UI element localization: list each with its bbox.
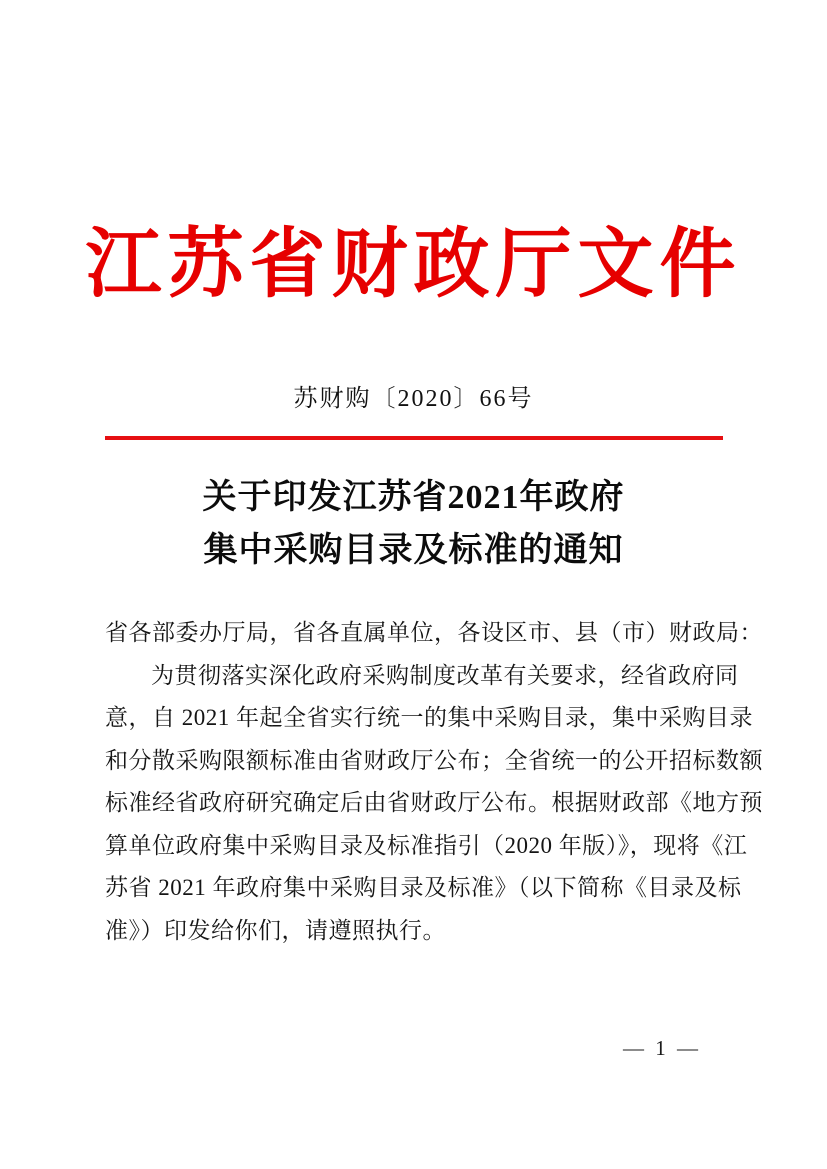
body-line: 为贯彻落实深化政府采购制度改革有关要求，经省政府同 <box>151 662 739 688</box>
document-body <box>105 612 763 952</box>
document-title-line-2: 集中采购目录及标准的通知 <box>203 532 624 569</box>
body-line-salutation: 省各部委办厅局，省各直属单位，各设区市、县（市）财政局： <box>105 620 763 645</box>
letterhead-rule <box>105 436 723 440</box>
body-line: 标准经省政府研究确定后由省财政厅公布。根据财政部《地方预 <box>105 790 763 815</box>
body-line: 意，自 2021 年起全省实行统一的集中采购目录，集中采购目录 <box>105 705 753 730</box>
document-number: 苏财购〔2020〕66号 <box>293 386 534 412</box>
document-title <box>0 471 827 577</box>
body-line-closing: 准》）印发给你们，请遵照执行。 <box>105 917 446 943</box>
page-number: — 1 — <box>623 1036 701 1060</box>
body-line: 苏省 2021 年政府集中采购目录及标准》（以下简称《目录及标 <box>105 875 742 900</box>
document-title-line-1: 关于印发江苏省2021年政府 <box>202 479 625 516</box>
body-line: 算单位政府集中采购目录及标准指引（2020 年版）》，现将《江 <box>105 832 748 858</box>
body-line: 和分散采购限额标准由省财政厅公布；全省统一的公开招标数额 <box>105 747 763 773</box>
letterhead-org-title: 江苏省财政厅文件 <box>85 223 742 307</box>
